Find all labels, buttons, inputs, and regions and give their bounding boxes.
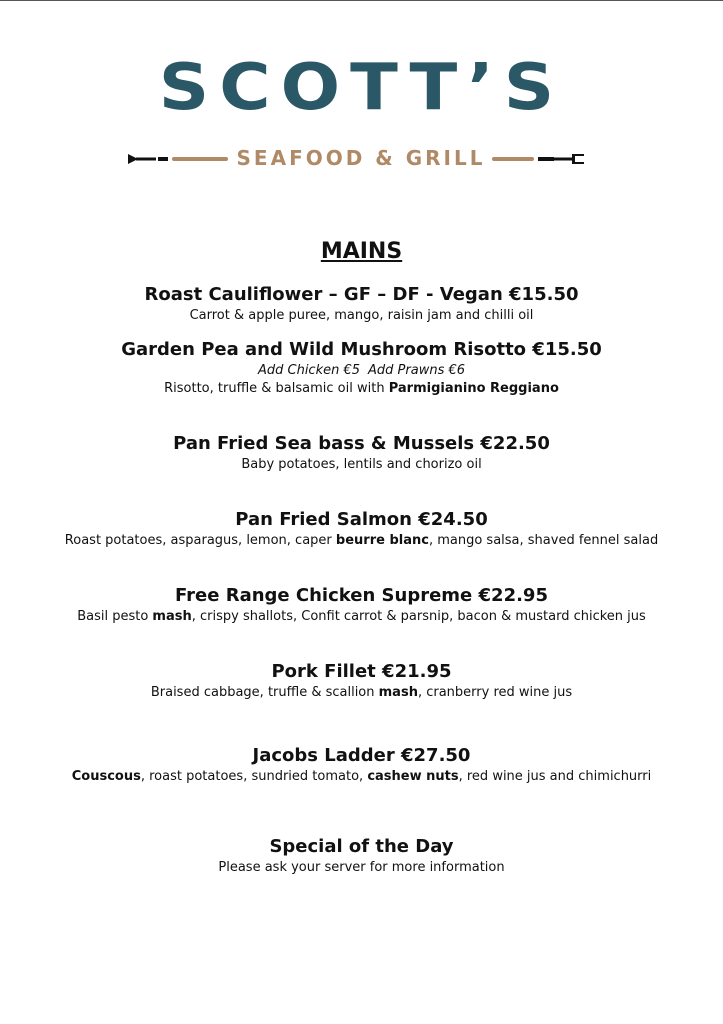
dish-name: Jacobs Ladder €27.50 bbox=[252, 745, 471, 766]
desc-text: , mango salsa, shaved fennel salad bbox=[428, 533, 659, 548]
desc-text: , red wine jus and chimichurri bbox=[458, 769, 652, 784]
desc-highlight: cashew nuts bbox=[367, 769, 459, 784]
restaurant-logo bbox=[0, 44, 723, 130]
desc-text: Roast potatoes, asparagus, lemon, caper bbox=[64, 533, 336, 548]
desc-text: Basil pesto bbox=[77, 609, 153, 624]
desc-text: , crispy shallots, Confit carrot & parsnip, bacon & mustard chicken jus bbox=[191, 609, 646, 624]
menu-item bbox=[0, 432, 723, 474]
logo-wordmark: SCOTT’S bbox=[158, 49, 565, 125]
desc-text: Risotto, truffle & balsamic oil with bbox=[164, 381, 389, 396]
dish-name: Pan Fried Salmon €24.50 bbox=[235, 509, 488, 530]
dish-addons bbox=[0, 362, 723, 380]
menu-item-special bbox=[0, 835, 723, 877]
dish-description bbox=[0, 684, 723, 702]
dish-description bbox=[0, 532, 723, 550]
menu-item bbox=[0, 660, 723, 702]
right-fork-icon bbox=[492, 152, 586, 166]
addon-chicken: Add Chicken €5 bbox=[257, 363, 361, 378]
desc-highlight: mash bbox=[378, 685, 418, 700]
dish-description: Baby potatoes, lentils and chorizo oil bbox=[241, 457, 482, 472]
dish-description bbox=[0, 768, 723, 786]
dish-name: Pan Fried Sea bass & Mussels €22.50 bbox=[173, 433, 550, 454]
menu-item bbox=[0, 283, 723, 325]
desc-text: , cranberry red wine jus bbox=[417, 685, 573, 700]
dish-description: Carrot & apple puree, mango, raisin jam and chilli oil bbox=[189, 308, 534, 323]
desc-highlight: beurre blanc bbox=[335, 533, 429, 548]
menu-item bbox=[0, 508, 723, 550]
dish-name: Roast Cauliflower – GF – DF - Vegan €15.50 bbox=[144, 284, 579, 305]
logo-tagline: SEAFOOD & GRILL bbox=[236, 146, 486, 170]
dish-description: Please ask your server for more information bbox=[218, 860, 505, 875]
dish-name: Garden Pea and Wild Mushroom Risotto €15.50 bbox=[121, 339, 602, 360]
dish-description bbox=[0, 608, 723, 626]
dish-name: Special of the Day bbox=[269, 836, 454, 857]
desc-text: , roast potatoes, sundried tomato, bbox=[140, 769, 368, 784]
dish-description bbox=[0, 380, 723, 398]
menu-item bbox=[0, 584, 723, 626]
section-title: MAINS bbox=[320, 239, 403, 264]
top-border bbox=[0, 0, 723, 1]
logo-tagline-row bbox=[0, 144, 723, 172]
dish-name: Free Range Chicken Supreme €22.95 bbox=[175, 585, 548, 606]
dish-name: Pork Fillet €21.95 bbox=[271, 661, 452, 682]
desc-text: Braised cabbage, truffle & scallion bbox=[150, 685, 379, 700]
menu-item bbox=[0, 338, 723, 398]
desc-highlight: Parmigianino Reggiano bbox=[388, 381, 559, 396]
desc-highlight: Couscous bbox=[71, 769, 141, 784]
addon-prawns: Add Prawns €6 bbox=[368, 363, 466, 378]
menu-item bbox=[0, 744, 723, 786]
desc-highlight: mash bbox=[152, 609, 192, 624]
left-fork-icon bbox=[128, 152, 230, 166]
